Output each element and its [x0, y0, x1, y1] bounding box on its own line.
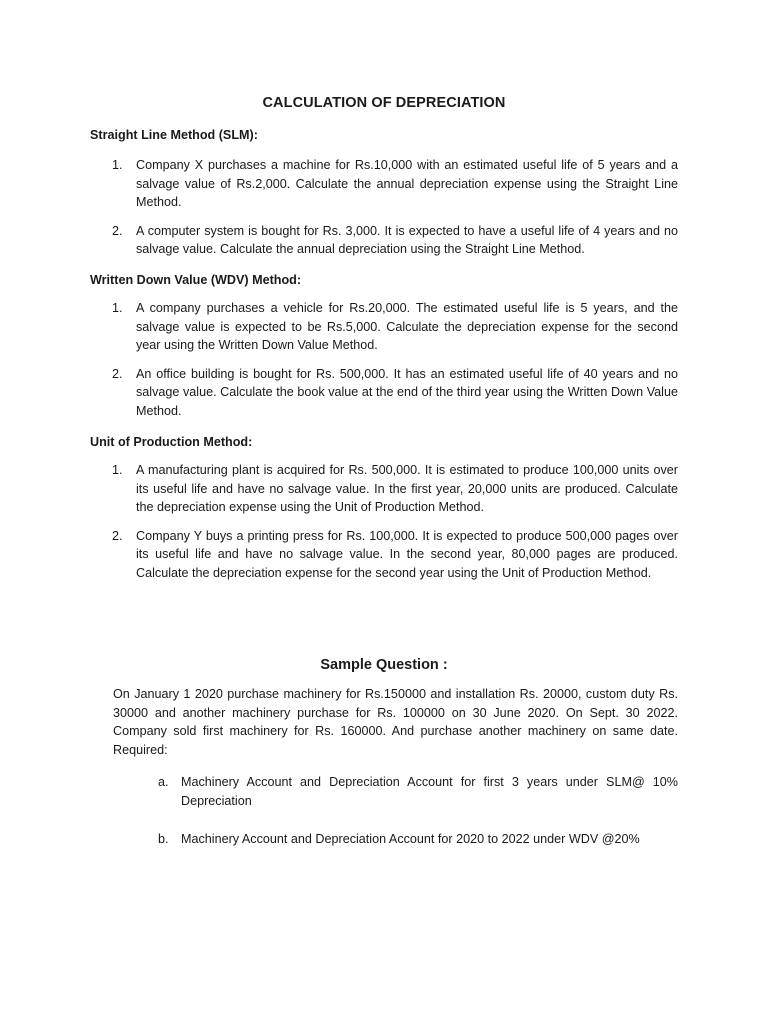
list-item	[90, 527, 678, 583]
requirement-item-b	[158, 830, 678, 849]
question-list-wdv	[90, 299, 678, 431]
list-item	[90, 299, 678, 355]
item-number: 2.	[112, 366, 123, 381]
list-item	[90, 222, 678, 259]
item-text: A company purchases a vehicle for Rs.20,000. The estimated useful life is 5 years, and the salvage value is expected to be Rs.5,000. Calculate the depreciation expense for the second year using the Written Down Value Method.	[136, 301, 678, 353]
section-heading-wdv: Written Down Value (WDV) Method:	[90, 273, 302, 287]
list-item	[90, 156, 678, 212]
list-item	[90, 365, 678, 421]
requirement-item-a	[158, 773, 678, 810]
item-number: 1.	[112, 158, 123, 172]
section-heading-slm: Straight Line Method (SLM):	[90, 128, 258, 142]
item-number: 2.	[112, 528, 123, 543]
question-list-slm	[90, 156, 678, 269]
document-title: CALCULATION OF DEPRECIATION	[262, 95, 506, 111]
item-number: 1.	[112, 463, 123, 477]
sample-question-body: On January 1 2020 purchase machinery for Rs.150000 and installation Rs. 20000, custom duty Rs. 30000 and another machinery purchase for Rs. 100000 on 30 June 2020. On Sept. 30 2022. Company sold first machinery for Rs. 160000. And purchase another machinery on same date. Required:	[113, 687, 678, 757]
requirement-letter: a.	[158, 775, 169, 789]
item-text: Company X purchases a machine for Rs.10,000 with an estimated useful life of 5 years and a salvage value of Rs.2,000. Calculate the annual depreciation expense using the Straight Line Method.	[136, 158, 678, 210]
item-text: A computer system is bought for Rs. 3,000. It is expected to have a useful life of 4 years and no salvage value. Calculate the annual depreciation using the Straight Line Method.	[136, 223, 678, 257]
requirement-text: Machinery Account and Depreciation Account for 2020 to 2022 under WDV @20%	[181, 832, 640, 846]
item-number: 1.	[112, 301, 123, 315]
requirement-letter: b.	[158, 832, 169, 846]
section-heading-unit-of-production: Unit of Production Method:	[90, 435, 253, 449]
item-text: A manufacturing plant is acquired for Rs. 500,000. It is estimated to produce 100,000 units over its useful life and have no salvage value. In the first year, 20,000 units are produced. Calculate the depreciation expense using the Unit of Production Method.	[136, 463, 678, 515]
item-text: Company Y buys a printing press for Rs. 100,000. It is expected to produce 500,000 pages over its useful life and have no salvage value. In the second year, 80,000 pages are produced. Calculate the depreciation expense for the second year using the Unit of Production Method.	[136, 528, 678, 580]
list-item	[90, 461, 678, 517]
question-list-unit-of-production	[90, 461, 678, 593]
requirement-text: Machinery Account and Depreciation Account for first 3 years under SLM@ 10% Depreciation	[181, 775, 678, 808]
sample-question-title: Sample Question :	[320, 657, 448, 673]
item-number: 2.	[112, 223, 123, 238]
item-text: An office building is bought for Rs. 500,000. It has an estimated useful life of 40 years and no salvage value. Calculate the book value at the end of the third year using the Written Down Value Method.	[136, 366, 678, 418]
